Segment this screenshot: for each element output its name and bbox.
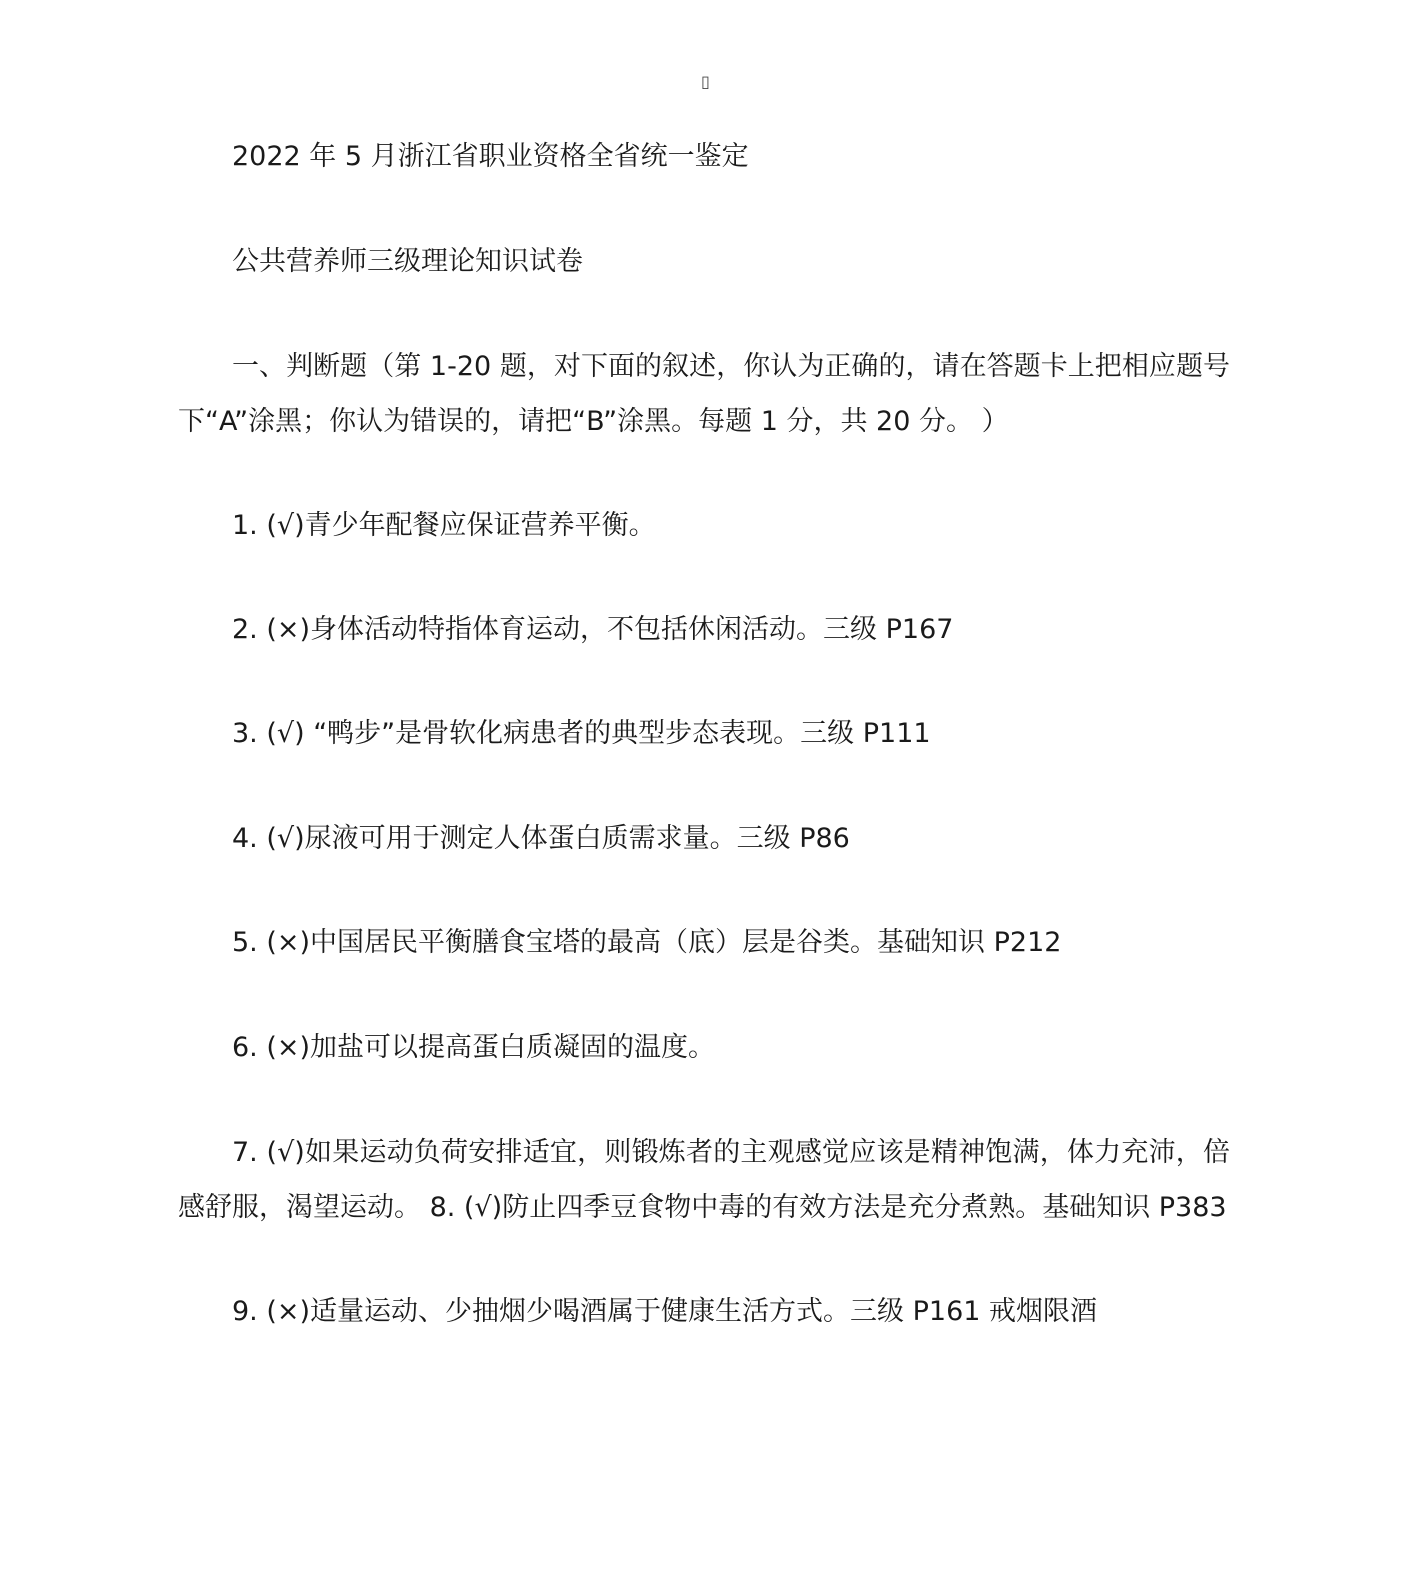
question-item-6: 6. (×)加盐可以提高蛋白质凝固的温度。 (232, 1032, 716, 1063)
question-item-5: 5. (×)中国居民平衡膳食宝塔的最高（底）层是谷类。基础知识 P212 (232, 927, 1062, 958)
page-header-mark: ▯ (701, 72, 710, 91)
exam-title-line1: 2022 年 5 月浙江省职业资格全省统一鉴定 (232, 141, 749, 172)
section-heading: 一、判断题（第 1-20 题，对下面的叙述，你认为正确的，请在答题卡上把相应题号下“A”涂黑；你认为错误的，请把“B”涂黑。每题 1 分，共 20 分。 ） (178, 351, 1230, 437)
question-item-3: 3. (√) “鸭步”是骨软化病患者的典型步态表现。三级 P111 (232, 718, 931, 749)
exam-title-line2: 公共营养师三级理论知识试卷 (232, 246, 583, 277)
question-item-4: 4. (√)尿液可用于测定人体蛋白质需求量。三级 P86 (232, 823, 850, 854)
question-item-9: 9. (×)适量运动、少抽烟少喝酒属于健康生活方式。三级 P161 戒烟限酒 (232, 1296, 1098, 1327)
question-item-1: 1. (√)青少年配餐应保证营养平衡。 (232, 510, 656, 541)
question-item-7-8: 7. (√)如果运动负荷安排适宜，则锻炼者的主观感觉应该是精神饱满，体力充沛，倍感舒服，渴望运动。 8. (√)防止四季豆食物中毒的有效方法是充分煮熟。基础知识 P383 (178, 1137, 1230, 1223)
question-item-2: 2. (×)身体活动特指体育运动，不包括休闲活动。三级 P167 (232, 614, 954, 645)
